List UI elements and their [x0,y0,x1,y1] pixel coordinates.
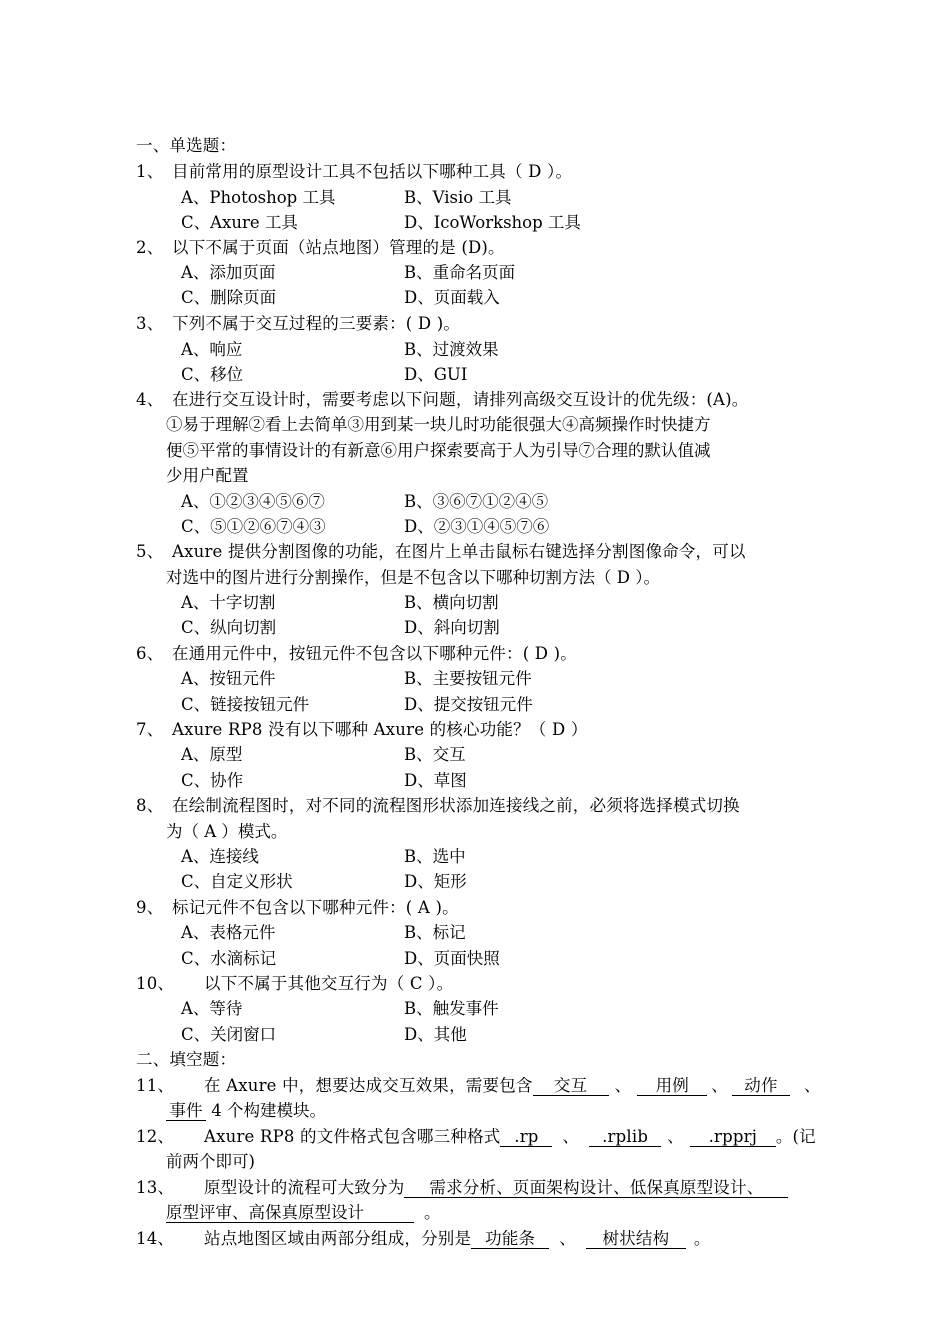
option-c: C、关闭窗口 [181,1025,277,1044]
question-number: 9、 [136,898,164,917]
question-2 [136,238,505,258]
question-number: 2、 [136,238,164,257]
question-4 [136,390,749,410]
fill-question-13 [136,1178,788,1198]
answer-blank: 原型评审、高保真原型设计 [166,1203,414,1223]
question-text: 原型设计的流程可大致分为 [204,1178,405,1197]
section-title-fill-in: 二、填空题： [136,1050,237,1069]
question-text: 目前常用的原型设计工具不包括以下哪种工具（ D ）。 [172,162,573,181]
question-text: 以下不属于页面（站点地图）管理的是 (D)。 [172,238,505,257]
question-number: 13、 [136,1178,175,1197]
fill-question-11: 11、 在 Axure 中，想要达成交互效果，需要包含 交互 、 用例 、 动作 、 [136,1076,821,1095]
question-text: 在绘制流程图时，对不同的流程图形状添加连接线之前，必须将选择模式切换 [172,796,740,815]
question-text: 站点地图区域由两部分组成，分别是 [204,1229,472,1248]
option-a: A、Photoshop 工具 [181,188,336,207]
question-8 [136,796,740,816]
question-number: 1、 [136,162,164,181]
question-6 [136,644,577,664]
option-b: B、Visio 工具 [404,188,512,207]
option-a: A、十字切割 [181,593,276,612]
question-number: 12、 [136,1127,175,1146]
question-text: 下列不属于交互过程的三要素：( D )。 [172,314,461,333]
option-c: C、自定义形状 [181,872,293,891]
option-d: D、草图 [404,771,467,790]
option-b: B、选中 [404,847,466,866]
option-c: C、链接按钮元件 [181,695,310,714]
question-number: 14、 [136,1229,175,1248]
option-b: B、交互 [404,745,466,764]
option-a: A、添加页面 [181,263,276,282]
question-text: Axure RP8 的文件格式包含哪三种格式 [204,1127,501,1146]
option-c: C、纵向切割 [181,618,277,637]
option-b: B、重命名页面 [404,263,516,282]
question-text: 标记元件不包含以下哪种元件：( A )。 [172,898,459,917]
option-c: C、移位 [181,365,244,384]
option-a: A、原型 [181,745,243,764]
fill-question-12: 12、 Axure RP8 的文件格式包含哪三种格式 .rp 、 .rplib 、 .rpprj 。(记 [136,1127,816,1146]
option-b: B、主要按钮元件 [404,669,532,688]
option-d: D、页面快照 [404,949,500,968]
option-d: D、GUI [404,365,468,384]
question-3 [136,314,460,334]
answer-blank: .rpprj [690,1127,776,1147]
question-number: 10、 [136,974,175,993]
question-text: 4 个构建模块。 [206,1101,326,1120]
option-d: D、②③①④⑤⑦⑥ [404,517,550,536]
answer-blank: .rp [500,1127,552,1147]
question-text: 。(记 [775,1127,816,1146]
fill-question-12-continued: 前两个即可) [166,1152,255,1171]
answer-blank: 事件 [166,1101,206,1121]
option-a: A、①②③④⑤⑥⑦ [181,492,325,511]
answer-blank: 需求分析、页面架构设计、低保真原型设计、 [404,1178,788,1198]
question-text: Axure RP8 没有以下哪种 Axure 的核心功能？（ D ） [172,720,588,739]
option-b: B、触发事件 [404,999,499,1018]
question-text-continued: 便⑤平常的事情设计的有新意⑥用户探索要高于人为引导⑦合理的默认值减 [166,441,711,460]
option-b: B、标记 [404,923,466,942]
option-c: C、⑤①②⑥⑦④③ [181,517,326,536]
question-text: Axure 提供分割图像的功能，在图片上单击鼠标右键选择分割图像命令，可以 [172,542,746,561]
question-number: 5、 [136,542,164,561]
option-b: B、过渡效果 [404,340,499,359]
question-1 [136,162,572,182]
option-d: D、IcoWorkshop 工具 [404,213,581,232]
question-text: 。 [693,1229,711,1248]
question-text: 在进行交互设计时，需要考虑以下问题，请排列高级交互设计的优先级：(A)。 [172,390,749,409]
question-text: 以下不属于其他交互行为（ C ）。 [204,974,454,993]
option-d: D、矩形 [404,872,467,891]
answer-blank: 交互 [533,1076,609,1096]
question-5 [136,542,746,562]
option-a: A、按钮元件 [181,669,276,688]
option-d: D、斜向切割 [404,618,500,637]
question-text-continued: 少用户配置 [166,466,249,485]
question-number: 3、 [136,314,164,333]
question-number: 7、 [136,720,164,739]
option-d: D、其他 [404,1025,467,1044]
option-a: A、表格元件 [181,923,276,942]
question-text: 在通用元件中，按钮元件不包含以下哪种元件：( D )。 [172,644,577,663]
option-a: A、连接线 [181,847,259,866]
question-number: 8、 [136,796,164,815]
fill-question-11-continued [166,1101,326,1121]
question-10 [136,974,453,994]
answer-blank: 动作 [732,1076,790,1096]
fill-question-14: 14、 站点地图区域由两部分组成，分别是 功能条 、 树状结构 。 [136,1229,711,1248]
question-9 [136,898,459,918]
option-c: C、Axure 工具 [181,213,298,232]
question-text-continued: ①易于理解②看上去简单③用到某一块儿时功能很强大④高频操作时快捷方 [166,415,711,434]
question-text: 。 [424,1203,441,1222]
answer-blank: 用例 [637,1076,707,1096]
question-number: 4、 [136,390,164,409]
option-c: C、水滴标记 [181,949,277,968]
option-c: C、协作 [181,771,244,790]
option-b: B、横向切割 [404,593,499,612]
option-a: A、等待 [181,999,243,1018]
answer-blank: 功能条 [471,1229,549,1249]
option-d: D、提交按钮元件 [404,695,533,714]
option-b: B、③⑥⑦①②④⑤ [404,492,549,511]
answer-blank: 树状结构 [586,1229,686,1249]
question-7 [136,720,588,740]
option-d: D、页面载入 [404,288,500,307]
question-text-continued: 对选中的图片进行分割操作，但是不包含以下哪种切割方法（ D ）。 [166,568,660,587]
fill-question-13-continued [166,1203,441,1223]
question-text: 在 Axure 中，想要达成交互效果，需要包含 [204,1076,533,1095]
option-a: A、响应 [181,340,243,359]
section-title-single-choice: 一、单选题： [136,136,237,155]
answer-blank: .rplib [589,1127,661,1147]
question-text-continued: 为（ A ）模式。 [166,822,288,841]
question-number: 11、 [136,1076,175,1095]
question-number: 6、 [136,644,164,663]
option-c: C、删除页面 [181,288,277,307]
